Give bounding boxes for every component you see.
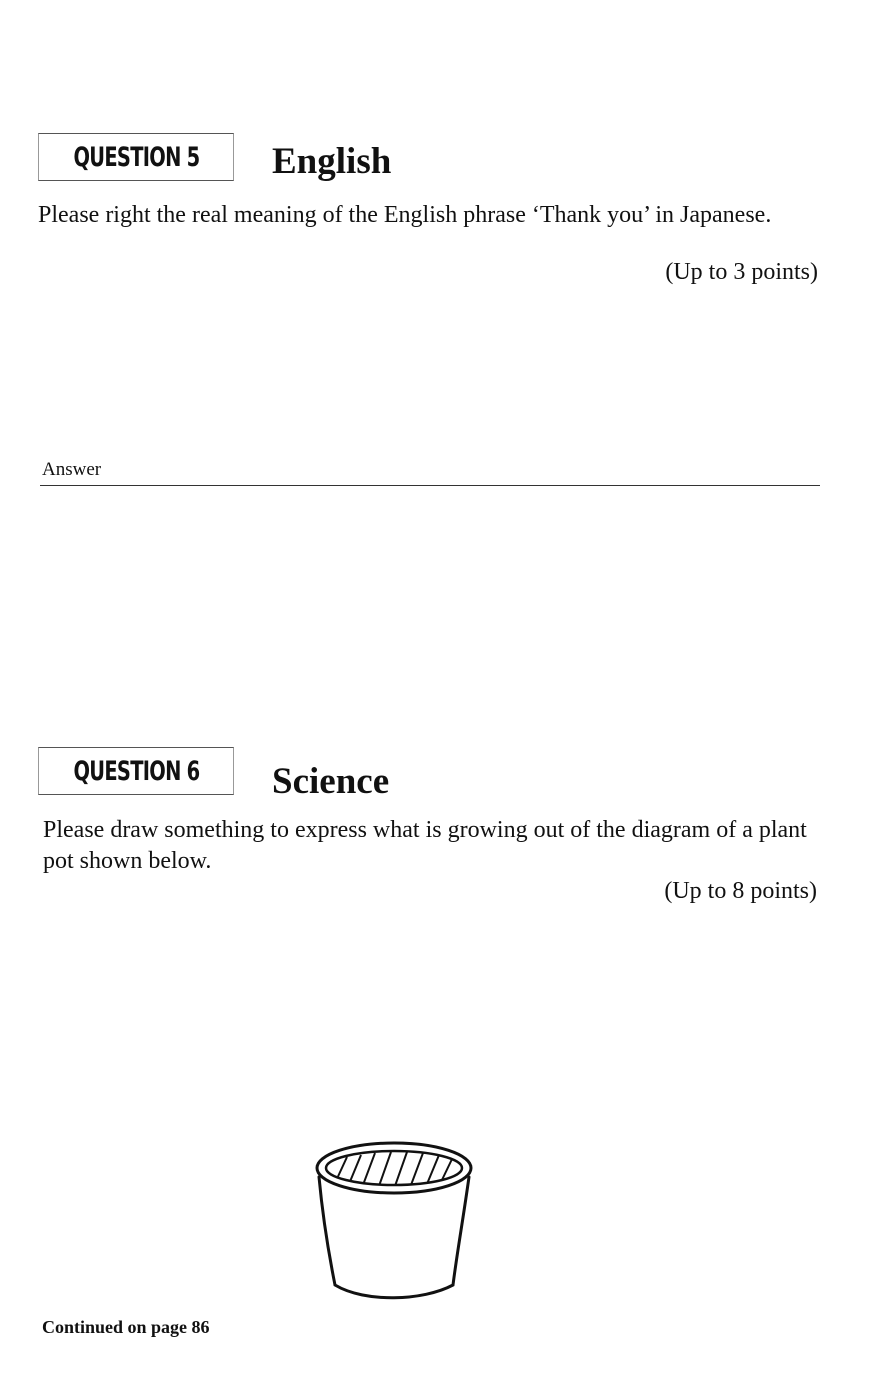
question-5-points: (Up to 3 points) [665, 259, 818, 285]
question-6-prompt: Please draw something to express what is growing out of the diagram of a plant pot shown below. [43, 817, 807, 874]
question-6-points: (Up to 8 points) [664, 878, 817, 904]
question-6-label-box [38, 747, 234, 795]
answer-line[interactable] [40, 485, 820, 486]
question-5-prompt: Please right the real meaning of the English phrase ‘Thank you’ in Japanese. [38, 202, 772, 228]
question-5-label-box [38, 133, 234, 181]
plant-pot-icon [305, 1135, 485, 1310]
continued-note: Continued on page 86 [42, 1317, 210, 1337]
question-5-label: QUESTION 5 [73, 141, 199, 173]
question-5-subject: English [272, 141, 392, 182]
pot-body [319, 1177, 469, 1298]
question-6-subject: Science [272, 761, 390, 802]
question-6-label: QUESTION 6 [73, 755, 199, 787]
answer-label: Answer [42, 459, 102, 480]
